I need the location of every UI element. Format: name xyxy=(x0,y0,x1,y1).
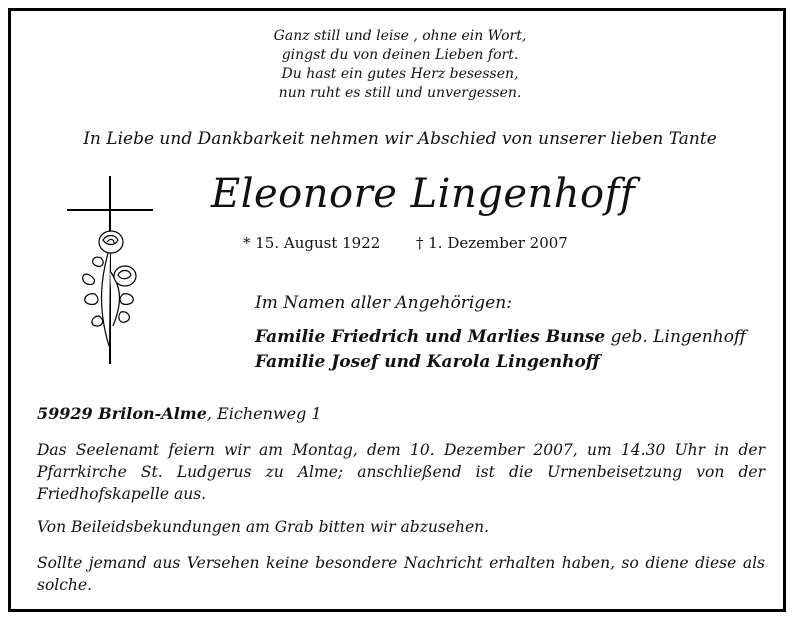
birth-date: * 15. August 1922 xyxy=(243,234,381,252)
cross-with-rose-icon xyxy=(61,176,161,366)
family-line-2 xyxy=(255,352,600,372)
obituary-notice xyxy=(8,8,786,612)
funeral-info-paragraph: Das Seelenamt feiern wir am Montag, dem 10. Dezember 2007, um 14.30 Uhr in der Pfarrkirche St. Ludgerus zu Alme; anschließend ist die Urnenbeisetzung von der Friedhofskapelle aus. xyxy=(37,441,765,503)
family-line-1 xyxy=(255,327,746,347)
intro-text: In Liebe und Dankbarkeit nehmen wir Abschied von unserer lieben Tante xyxy=(83,129,717,149)
deceased-name: Eleonore Lingenhoff xyxy=(211,171,636,217)
family-1-name: Familie Friedrich und Marlies Bunse xyxy=(255,327,606,347)
poem-line: Du hast ein gutes Herz besessen, xyxy=(281,66,519,82)
cross-icon xyxy=(67,176,153,364)
relatives-label: Im Namen aller Angehörigen: xyxy=(255,293,512,313)
poem xyxy=(11,27,789,103)
address-city: 59929 Brilon-Alme xyxy=(37,404,207,423)
death-date: † 1. Dezember 2007 xyxy=(416,234,568,252)
poem-line: gingst du von deinen Lieben fort. xyxy=(281,47,519,63)
poem-line: nun ruht es still und unvergessen. xyxy=(278,85,522,101)
family-2-name: Familie Josef und Karola Lingenhoff xyxy=(255,352,600,372)
condolence-paragraph: Von Beileidsbekundungen am Grab bitten wir abzusehen. xyxy=(37,518,490,536)
family-1-suffix: geb. Lingenhoff xyxy=(605,327,747,347)
address-street: , Eichenweg 1 xyxy=(206,404,322,423)
poem-line: Ganz still und leise , ohne ein Wort, xyxy=(273,28,527,44)
address xyxy=(37,404,322,423)
notice-paragraph: Sollte jemand aus Versehen keine besondere Nachricht erhalten haben, so diene diese als solche. xyxy=(37,554,765,594)
